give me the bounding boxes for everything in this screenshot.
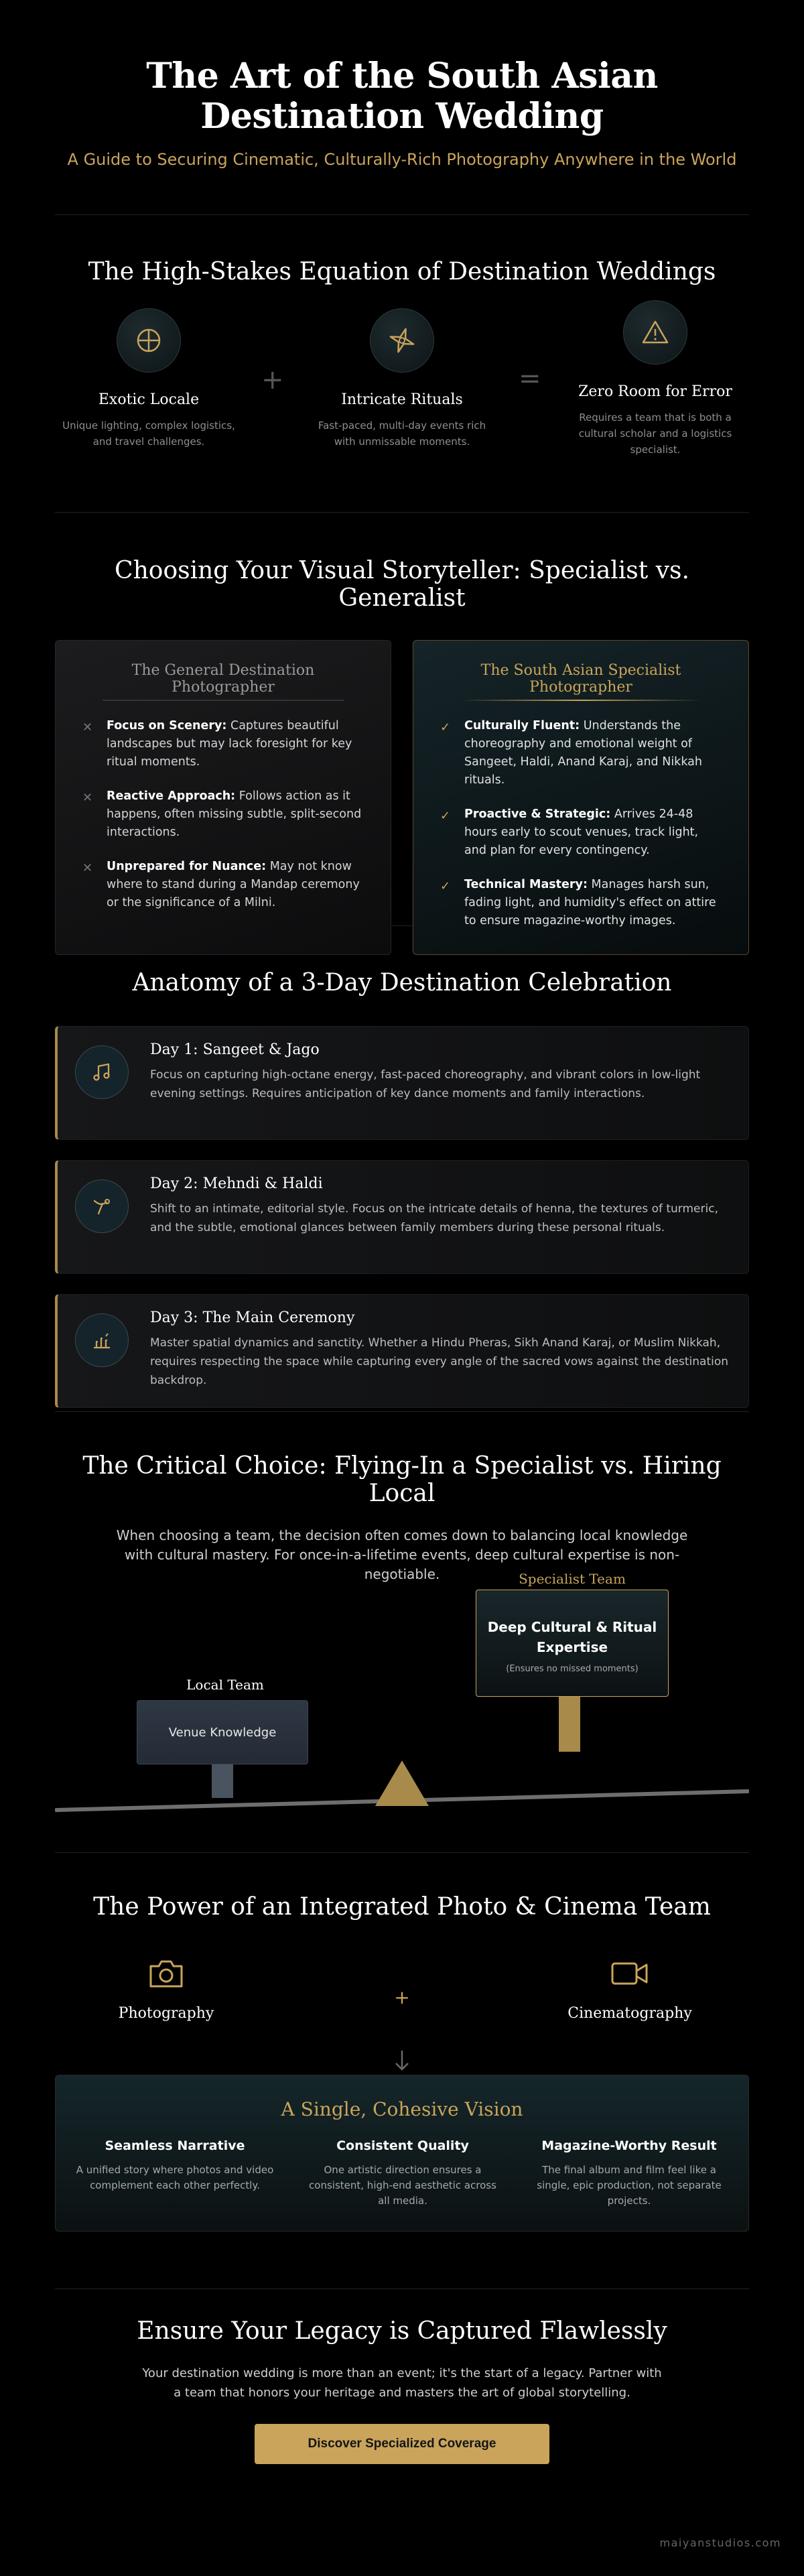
equation-label: Zero Room for Error bbox=[578, 383, 732, 400]
section-title: The Critical Choice: Flying-In a Specialist vs. Hiring Local bbox=[82, 1452, 722, 1507]
vision-column bbox=[529, 2138, 730, 2209]
section-title: The High-Stakes Equation of Destination Weddings bbox=[88, 258, 716, 285]
section-title: Ensure Your Legacy is Captured Flawlessly bbox=[137, 2317, 667, 2345]
equation-item-rituals bbox=[308, 308, 496, 450]
check-icon: ✓ bbox=[440, 879, 451, 893]
equation-label: Exotic Locale bbox=[98, 391, 200, 408]
sparkle-icon bbox=[370, 308, 434, 373]
day-title: Day 3: The Main Ceremony bbox=[150, 1309, 355, 1326]
choice-section bbox=[0, 1412, 804, 1852]
check-icon: ✓ bbox=[440, 720, 451, 734]
equals-operator: = bbox=[519, 363, 541, 394]
list-item: ✓ Proactive & Strategic: Arrives 24-48 hours early to scout venues, track light, and plan for every contingency. bbox=[440, 808, 699, 857]
equation-item-zero-error bbox=[561, 300, 749, 458]
page-subtitle: A Guide to Securing Cinematic, Culturally-Rich Photography Anywhere in the World bbox=[67, 150, 737, 169]
compare-section bbox=[0, 513, 804, 925]
cinematography-item bbox=[549, 1957, 710, 2022]
vision-column-title: Magazine-Worthy Result bbox=[541, 2138, 717, 2153]
card-title: The South Asian Specialist Photographer bbox=[440, 641, 722, 701]
compass-icon bbox=[117, 308, 181, 373]
cross-icon: ✕ bbox=[82, 861, 93, 875]
music-note-icon bbox=[75, 1045, 129, 1099]
equation-row bbox=[55, 308, 749, 496]
cross-icon: ✕ bbox=[82, 791, 93, 805]
equation-section bbox=[0, 215, 804, 512]
vision-column bbox=[74, 2138, 275, 2193]
page-title: The Art of the South Asian Destination Wedding bbox=[146, 56, 658, 137]
plus-operator: + bbox=[394, 1986, 410, 2008]
list-item: ✓ Technical Mastery: Manages harsh sun, fading light, and humidity's effect on attire to ensure magazine-worthy images. bbox=[440, 878, 716, 927]
vision-title: A Single, Cohesive Vision bbox=[281, 2098, 523, 2120]
plus-operator: + bbox=[261, 365, 284, 395]
warning-icon bbox=[623, 300, 687, 365]
power-section bbox=[0, 1853, 804, 2289]
camera-icon bbox=[86, 1957, 247, 1993]
list-item: ✕ Focus on Scenery: Captures beautiful landscapes but may lack foresight for key ritual moments. bbox=[82, 719, 352, 769]
equation-item-locale bbox=[55, 308, 243, 450]
specialist-card bbox=[413, 640, 749, 955]
discover-coverage-button[interactable]: Discover Specialized Coverage bbox=[255, 2424, 549, 2464]
vision-column-desc: The final album and film feel like a single, epic production, not separate projects. bbox=[537, 2164, 722, 2207]
vision-column-title: Consistent Quality bbox=[336, 2138, 469, 2153]
card-title: The General Destination Photographer bbox=[82, 641, 364, 701]
day-desc: Master spatial dynamics and sanctity. Whether a Hindu Pheras, Sikh Anand Karaj, or Muslim Nikkah, requires respecting the space while capturing every angle of the sacred vows against the destination backdrop. bbox=[150, 1336, 729, 1387]
section-title: The Power of an Integrated Photo & Cinema Team bbox=[93, 1893, 711, 1921]
legacy-paragraph: Your destination wedding is more than an event; it's the start of a legacy. Partner with a team that honors your heritage and masters the art of global storytelling. bbox=[142, 2366, 662, 2400]
generalist-card bbox=[55, 640, 391, 955]
local-team-label: Local Team bbox=[186, 1677, 264, 1693]
vision-column bbox=[302, 2138, 503, 2209]
hero-section bbox=[0, 0, 804, 214]
vision-column-title: Seamless Narrative bbox=[105, 2138, 245, 2153]
section-title: Anatomy of a 3-Day Destination Celebration bbox=[132, 969, 672, 996]
day-card bbox=[55, 1294, 749, 1408]
temple-icon bbox=[75, 1313, 129, 1367]
equation-desc: Fast-paced, multi-day events rich with unmissable moments. bbox=[318, 420, 486, 448]
vision-column-desc: A unified story where photos and video complement each other perfectly. bbox=[76, 2164, 274, 2191]
local-team-box: Venue Knowledge bbox=[137, 1700, 308, 1764]
list-item: ✕ Reactive Approach: Follows action as it happens, often missing subtle, split-second interactions. bbox=[82, 789, 362, 839]
arrow-down-icon bbox=[394, 2049, 410, 2072]
henna-hand-icon bbox=[75, 1179, 129, 1233]
check-icon: ✓ bbox=[440, 809, 451, 823]
cinematography-label: Cinematography bbox=[567, 2005, 692, 2022]
specialist-box-title: Deep Cultural & Ritual Expertise bbox=[487, 1619, 657, 1655]
vision-card bbox=[55, 2075, 749, 2232]
vision-column-desc: One artistic direction ensures a consistent, high-end aesthetic across all media. bbox=[309, 2164, 496, 2207]
video-camera-icon bbox=[549, 1957, 710, 1993]
photography-label: Photography bbox=[118, 2005, 214, 2022]
anatomy-section bbox=[0, 926, 804, 1411]
specialist-team-box bbox=[476, 1590, 669, 1697]
specialist-team-label: Specialist Team bbox=[519, 1571, 626, 1587]
day-desc: Focus on capturing high-octane energy, fast-paced choreography, and vibrant colors in low-light evening settings. Requires anticipation of key dance moments and family interactions. bbox=[150, 1068, 701, 1100]
equation-desc: Unique lighting, complex logistics, and travel challenges. bbox=[62, 420, 235, 448]
legacy-section bbox=[0, 2289, 804, 2510]
photography-item bbox=[86, 1957, 247, 2022]
specialist-box-note: (Ensures no missed moments) bbox=[506, 1664, 639, 1674]
day-card bbox=[55, 1026, 749, 1140]
equation-label: Intricate Rituals bbox=[341, 391, 463, 408]
footer-brand[interactable]: maiyanstudios.com bbox=[659, 2536, 781, 2549]
day-card bbox=[55, 1160, 749, 1274]
cross-icon: ✕ bbox=[82, 720, 93, 734]
list-item: ✓ Culturally Fluent: Understands the choreography and emotional weight of Sangeet, Haldi, Anand Karaj, and Nikkah rituals. bbox=[440, 719, 702, 787]
day-desc: Shift to an intimate, editorial style. Focus on the intricate details of henna, the textures of turmeric, and the subtle, emotional glances between family members during these personal rituals. bbox=[150, 1202, 718, 1234]
section-title: Choosing Your Visual Storyteller: Specialist vs. Generalist bbox=[115, 557, 689, 612]
list-item: ✕ Unprepared for Nuance: May not know where to stand during a Mandap ceremony or the significance of a Milni. bbox=[82, 860, 360, 909]
day-title: Day 1: Sangeet & Jago bbox=[150, 1041, 320, 1058]
equation-desc: Requires a team that is both a cultural scholar and a logistics specialist. bbox=[578, 411, 732, 456]
choice-paragraph: When choosing a team, the decision often comes down to balancing local knowledge with cultural mastery. For once-in-a-lifetime events, deep cultural expertise is non-negotiable. bbox=[116, 1527, 688, 1582]
day-title: Day 2: Mehndi & Haldi bbox=[150, 1175, 323, 1192]
